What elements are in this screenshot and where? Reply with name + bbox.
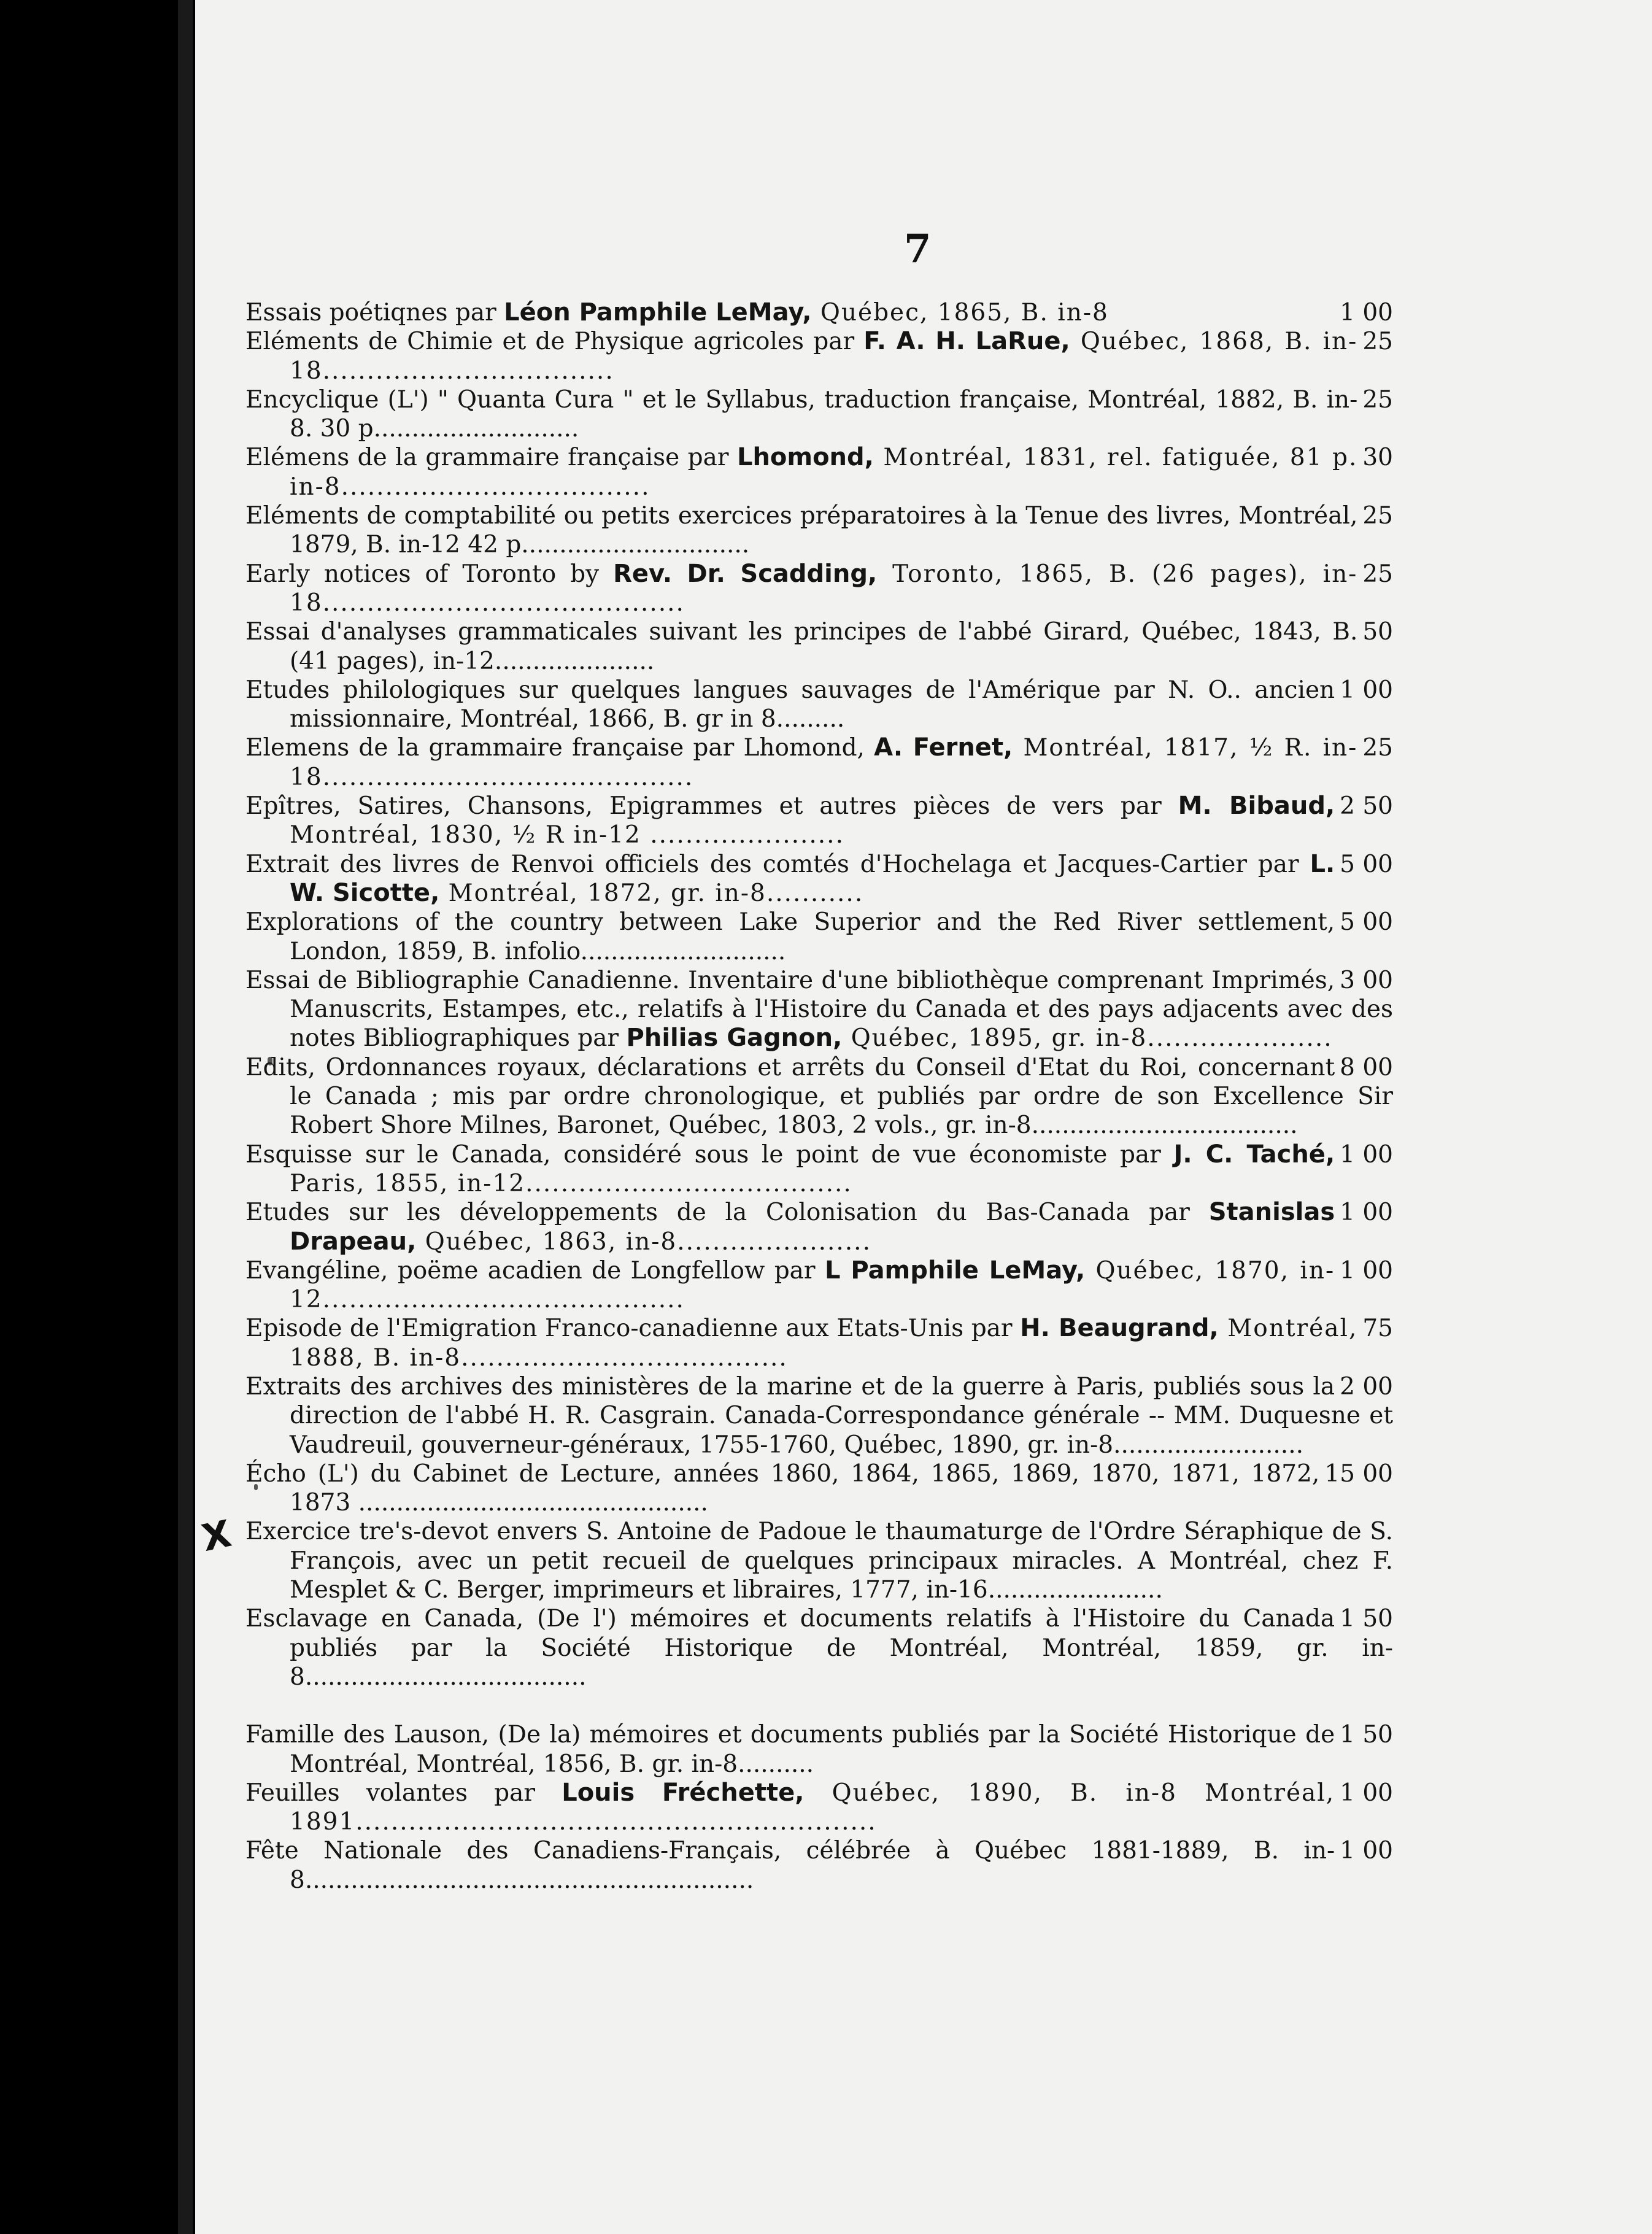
entry-title: Early notices of Toronto by xyxy=(245,560,614,588)
entry-author: M. Bibaud, xyxy=(1178,792,1335,821)
entry-details: Montréal, 1831, rel. fatiguée, 81 p. in-8................................... xyxy=(290,444,1358,501)
entry-title: Etudes philologiques sur quelques langues sauvages de l'Amérique par N. O.. ancien missionnaire, Montréal, 1866, B. gr in 8......... xyxy=(245,676,1335,733)
entry-title: Eléments de comptabilité ou petits exercices préparatoires à la Tenue des livres, Montréal, 1879, B. in-12 42 p.............................. xyxy=(245,502,1358,559)
entry-price: 75 xyxy=(1357,1314,1393,1343)
entry-title: Eléments de Chimie et de Physique agricoles par xyxy=(245,328,864,356)
entry-title: Explorations of the country between Lake Superior and the Red River settlement, London, 1859, B. infolio........................... xyxy=(245,908,1335,965)
entry-title: Esclavage en Canada, (De l') mémoires et documents relatifs à l'Histoire du Canada publiés par la Société Historique de Montréal, Montréal, 1859, gr. in-8..................................... xyxy=(245,1605,1393,1691)
catalogue-entry xyxy=(245,617,1393,676)
entry-title: Essais poétiqnes par xyxy=(245,299,504,327)
entry-details: Montréal, 1888, B. in-8..................................... xyxy=(290,1315,1358,1372)
page-number: 7 xyxy=(904,226,932,272)
entry-title: Etudes sur les développements de la Colonisation du Bas-Canada par xyxy=(245,1199,1209,1227)
catalogue-entry xyxy=(245,1779,1393,1837)
catalogue-entry xyxy=(245,1256,1393,1315)
entry-price: 15 00 xyxy=(1319,1459,1393,1488)
entry-author: A. Fernet, xyxy=(874,733,1013,762)
entry-price: 1 50 xyxy=(1335,1720,1393,1749)
catalogue-entry xyxy=(245,1459,1393,1518)
entry-author: L. W. Sicotte, xyxy=(290,849,1335,907)
entry-price: 25 xyxy=(1357,501,1393,530)
entry-details: Québec, 1865, B. in-8 xyxy=(811,299,1109,327)
entry-details: Montréal, 1872, gr. in-8........... xyxy=(439,879,864,907)
entry-author: Stanislas Drapeau, xyxy=(290,1198,1335,1256)
entry-title: Extraits des archives des ministères de la marine et de la guerre à Paris, publiés sous la direction de l'abbé H. R. Casgrain. Canada-Correspondance générale -- MM. Duquesne et Vaudreuil, gouverneur-généraux, 1755-1760, Québec, 1890, gr. in-8......................... xyxy=(245,1372,1393,1459)
entry-title: Fête Nationale des Canadiens-Français, célébrée à Québec 1881-1889, B. in-8........................................................... xyxy=(245,1837,1335,1894)
entry-author: Philias Gagnon, xyxy=(626,1024,843,1053)
entry-price: 3 00 xyxy=(1335,966,1393,995)
entry-author: J. C. Taché, xyxy=(1173,1140,1335,1169)
catalogue-entry xyxy=(245,966,1393,1053)
catalogue-entry xyxy=(245,908,1393,966)
entry-price: 5 00 xyxy=(1335,908,1393,937)
catalogue-entry xyxy=(245,443,1393,501)
entry-details: Toronto, 1865, B. (26 pages), in-18......................................... xyxy=(290,560,1358,617)
entry-price: 1 50 xyxy=(1335,1604,1393,1633)
entry-price: 25 xyxy=(1357,327,1393,356)
entry-price: 1 00 xyxy=(1335,1140,1393,1169)
entry-price: 2 50 xyxy=(1335,792,1393,821)
catalogue-entry xyxy=(245,1198,1393,1256)
entry-price: 1 00 xyxy=(1335,298,1393,327)
entry-price: 25 xyxy=(1357,733,1393,762)
entry-details: Québec, 1863, in-8...................... xyxy=(416,1227,871,1256)
catalogue-entry xyxy=(245,850,1393,908)
entry-title: Essai de Bibliographie Canadienne. Inventaire d'une bibliothèque comprenant Imprimés, Manuscrits, Estampes, etc., relatifs à l'Histoire du Canada et des pays adjacents avec des notes Bibliographiques par xyxy=(245,966,1393,1053)
entry-details: Montréal, 1817, ½ R. in-18.......................................... xyxy=(290,734,1358,791)
entry-price: 1 00 xyxy=(1335,1836,1393,1865)
catalogue-entry xyxy=(198,1512,1393,1604)
entry-price: 2 00 xyxy=(1335,1372,1393,1401)
catalogue-entry xyxy=(245,792,1393,850)
entry-title: Famille des Lauson, (De la) mémoires et documents publiés par la Société Historique de Montréal, Montréal, 1856, B. gr. in-8.......... xyxy=(245,1721,1335,1778)
entry-price: 30 xyxy=(1357,443,1393,472)
entry-details: Québec, 1890, B. in-8 Montréal, 1891........................................................... xyxy=(290,1779,1335,1836)
entry-title: Elémens de la grammaire française par xyxy=(245,444,737,472)
entry-title: Episode de l'Emigration Franco-canadienne aux Etats-Unis par xyxy=(245,1315,1021,1343)
entry-author: Lhomond, xyxy=(736,443,874,472)
entry-author: F. A. H. LaRue, xyxy=(863,327,1070,356)
handwritten-x-mark: X xyxy=(198,1512,235,1561)
entry-title: Epîtres, Satires, Chansons, Epigrammes et autres pièces de vers par xyxy=(245,792,1178,821)
catalogue-entry xyxy=(245,385,1393,444)
catalogue-entries xyxy=(198,298,1393,1895)
entry-title: Écho (L') du Cabinet de Lecture, années 1860, 1864, 1865, 1869, 1870, 1871, 1872, 1873 .............................................. xyxy=(245,1459,1320,1517)
catalogue-entry xyxy=(245,298,1393,327)
entry-author: Rev. Dr. Scadding, xyxy=(613,559,878,588)
entry-price: 25 xyxy=(1357,385,1393,414)
catalogue-entry xyxy=(245,501,1393,560)
entry-price: 1 00 xyxy=(1335,1779,1393,1807)
catalogue-entry xyxy=(245,1604,1393,1691)
entry-title: Extrait des livres de Renvoi officiels des comtés d'Hochelaga et Jacques-Cartier par xyxy=(245,850,1310,878)
catalogue-entry xyxy=(245,733,1393,792)
entry-details: Québec, 1870, in-12......................................... xyxy=(290,1256,1335,1314)
entry-details: Paris, 1855, in-12..................................... xyxy=(290,1169,852,1197)
entry-price: 50 xyxy=(1357,617,1393,646)
entry-details: Montréal, 1830, ½ R in-12 ...................... xyxy=(290,821,844,849)
entry-author: Léon Pamphile LeMay, xyxy=(504,298,812,327)
catalogue-entry xyxy=(245,1836,1393,1895)
entry-price: 8 00 xyxy=(1335,1053,1393,1082)
entry-details: Québec, 1895, gr. in-8..................... xyxy=(842,1024,1333,1053)
catalogue-entry xyxy=(245,1053,1393,1140)
catalogue-entry xyxy=(245,1314,1393,1372)
catalogue-entry xyxy=(245,1372,1393,1459)
entry-price: 1 00 xyxy=(1335,676,1393,705)
entry-author: H. Beaugrand, xyxy=(1020,1314,1219,1343)
catalogue-entry xyxy=(245,1720,1393,1779)
entry-price: 1 00 xyxy=(1335,1256,1393,1285)
entry-price: 5 00 xyxy=(1335,850,1393,879)
book-spine xyxy=(178,0,193,2234)
entry-title: Exercice tre's-devot envers S. Antoine de Padoue le thaumaturge de l'Ordre Séraphique de S. François, avec un petit recueil de quelques principaux miracles. A Montréal, chez F. Mesplet & C. Berger, imprimeurs et libraires, 1777, in-16....................... xyxy=(245,1518,1393,1604)
entry-title: Evangéline, poëme acadien de Longfellow par xyxy=(245,1256,825,1285)
entry-details: Québec, 1868, B. in-18................................. xyxy=(290,328,1358,385)
entry-author: Louis Fréchette, xyxy=(562,1778,805,1807)
catalogue-entry xyxy=(245,676,1393,734)
entry-price: 1 00 xyxy=(1335,1198,1393,1227)
entry-title: Essai d'analyses grammaticales suivant les principes de l'abbé Girard, Québec, 1843, B. (41 pages), in-12..................... xyxy=(245,618,1358,675)
entry-title: Esquisse sur le Canada, considéré sous le point de vue économiste par xyxy=(245,1140,1174,1169)
catalogue-entry xyxy=(245,327,1393,385)
entry-author: L Pamphile LeMay, xyxy=(824,1256,1086,1285)
entry-title: Elemens de la grammaire française par Lhomond, xyxy=(245,734,874,762)
entry-price: 25 xyxy=(1357,560,1393,589)
catalogue-entry xyxy=(245,1140,1393,1199)
entry-title: Encyclique (L') " Quanta Cura " et le Syllabus, traduction française, Montréal, 1882, B. in-8. 30 p........................... xyxy=(245,385,1358,443)
catalogue-entry xyxy=(245,560,1393,618)
entry-title: Feuilles volantes par xyxy=(245,1779,562,1807)
entry-title: Edits, Ordonnances royaux, déclarations et arrêts du Conseil d'Etat du Roi, concernant le Canada ; mis par ordre chronologique, et publiés par ordre de son Excellence Sir Robert Shore Milnes, Baronet, Québec, 1803, 2 vols., gr. in-8................................... xyxy=(245,1053,1393,1140)
